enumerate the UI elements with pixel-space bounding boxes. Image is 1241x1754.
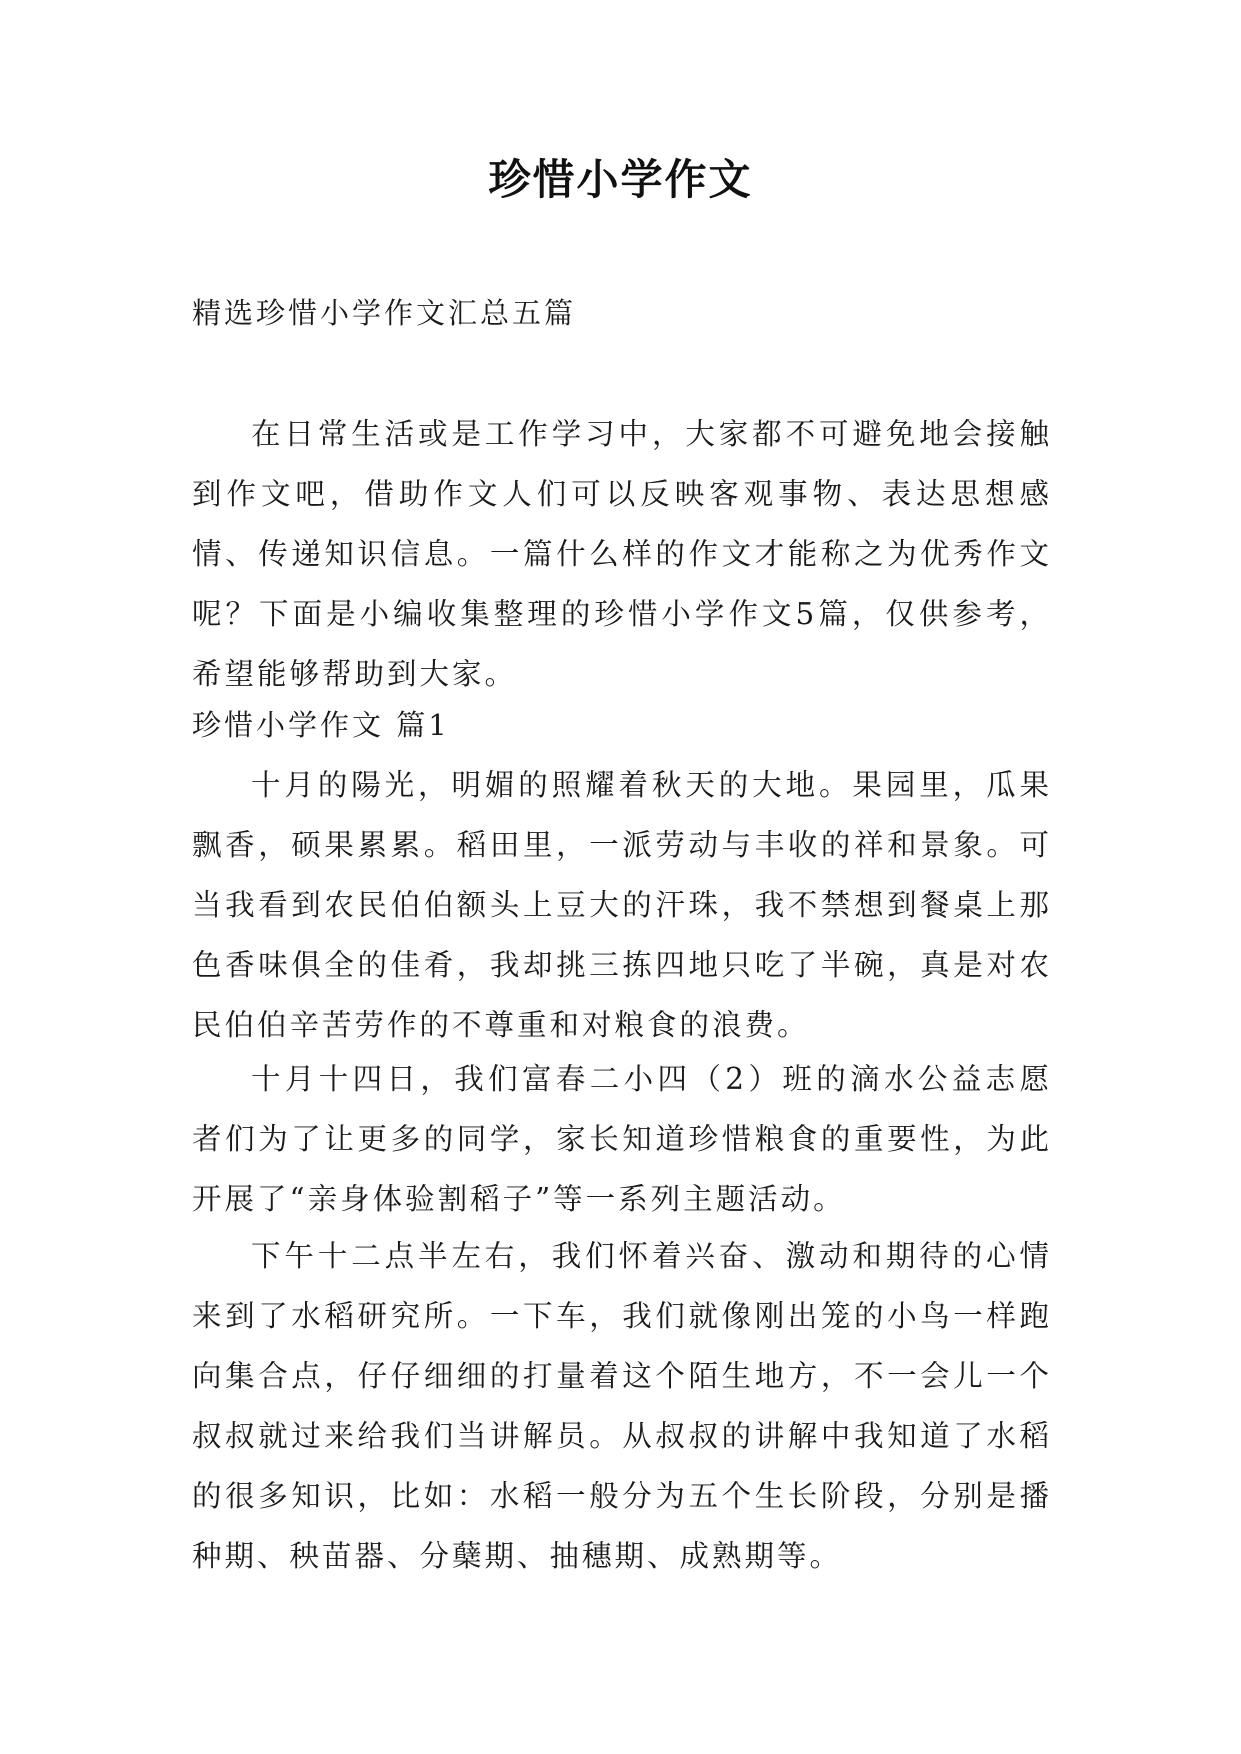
page-title: 珍惜小学作文 xyxy=(488,155,753,204)
body-paragraph-1: 十月的陽光，明媚的照耀着秋天的大地。果园里，瓜果飘香，硕果累累。稻田里，一派劳动与丰收的祥和景象。可当我看到农民伯伯额头上豆大的汗珠，我不禁想到餐桌上那色香味俱全的佳肴，我却挑三拣四地只吃了半碗，真是对农民伯伯辛苦劳作的不尊重和对粮食的浪费。 xyxy=(192,768,1052,1042)
intro-paragraph: 在日常生活或是工作学习中，大家都不可避免地会接触到作文吧，借助作文人们可以反映客观事物、表达思想感情、传递知识信息。一篇什么样的作文才能称之为优秀作文呢？下面是小编收集整理的珍惜小学作文5篇，仅供参考，希望能够帮助到大家。 xyxy=(192,417,1052,691)
document-subtitle: 精选珍惜小学作文汇总五篇 xyxy=(192,296,577,330)
body-paragraph-2: 十月十四日，我们富春二小四（2）班的滴水公益志愿者们为了让更多的同学，家长知道珍惜粮食的重要性，为此开展了“亲身体验割稻子”等一系列主题活动。 xyxy=(192,1062,1052,1216)
section-heading: 珍惜小学作文 篇1 xyxy=(192,708,450,742)
body-paragraph-3: 下午十二点半左右，我们怀着兴奋、激动和期待的心情来到了水稻研究所。一下车，我们就像刚出笼的小鸟一样跑向集合点，仔仔细细的打量着这个陌生地方，不一会儿一个叔叔就过来给我们当讲解员。从叔叔的讲解中我知道了水稻的很多知识，比如：水稻一般分为五个生长阶段，分别是播种期、秧苗器、分蘖期、抽穗期、成熟期等。 xyxy=(192,1239,1052,1573)
